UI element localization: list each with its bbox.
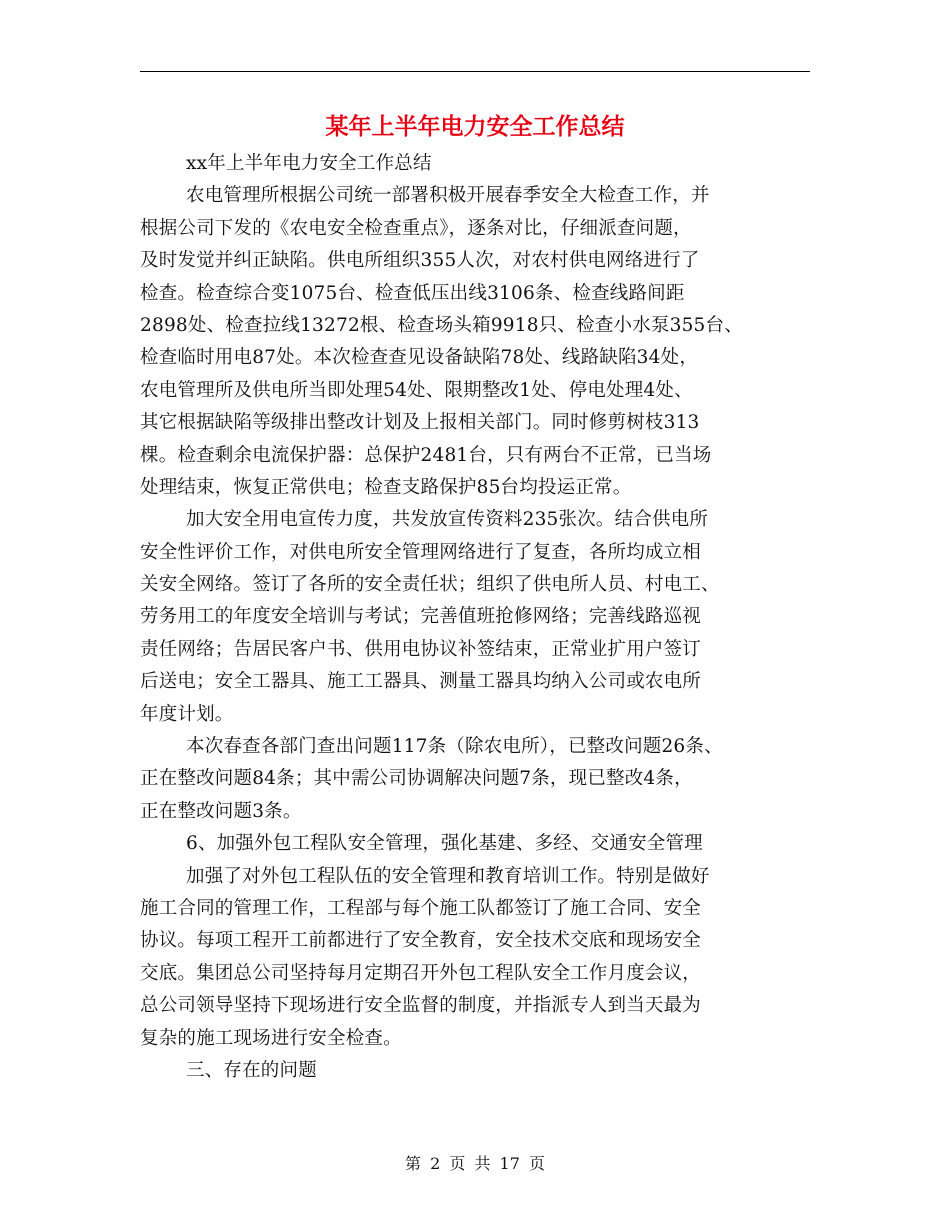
document-title: 某年上半年电力安全工作总结	[325, 114, 625, 140]
body-line: 施工合同的管理工作，工程部与每个施工队都签订了施工合同、安全	[140, 897, 702, 919]
body-line: 关安全网络。签订了各所的安全责任状；组织了供电所人员、村电工、	[140, 574, 720, 596]
body-line: 加强了对外包工程队伍的安全管理和教育培训工作。特别是做好	[186, 865, 710, 887]
body-line: xx年上半年电力安全工作总结	[186, 153, 432, 174]
body-line: 处理结束，恢复正常供电；检查支路保护85台均投运正常。	[140, 476, 632, 498]
body-line: 年度计划。	[140, 703, 234, 725]
body-line: 及时发觉并纠正缺陷。供电所组织355人次，对农村供电网络进行了	[140, 250, 700, 272]
section-heading: 6、加强外包工程队安全管理，强化基建、多经、交通安全管理	[186, 833, 703, 855]
page-number: 第 2 页 共 17 页	[405, 1154, 545, 1173]
body-line: 交底。集团总公司坚持每月定期召开外包工程队安全工作月度会议，	[140, 962, 702, 984]
body-line: 正在整改问题3条。	[140, 800, 302, 822]
body-line: 检查临时用电87处。本次检查查见设备缺陷78处、线路缺陷34处，	[140, 347, 699, 369]
header-rule	[140, 71, 810, 72]
body-line: 安全性评价工作，对供电所安全管理网络进行了复查，各所均成立相	[140, 541, 702, 563]
body-line: 根据公司下发的《农电安全检查重点》，逐条对比，仔细派查问题，	[140, 217, 692, 239]
body-line: 复杂的施工现场进行安全检查。	[140, 1027, 402, 1049]
body-line: 协议。每项工程开工前都进行了安全教育，安全技术交底和现场安全	[140, 930, 702, 952]
body-line: 劳务用工的年度安全培训与考试；完善值班抢修网络；完善线路巡视	[140, 606, 702, 628]
body-line: 其它根据缺陷等级排出整改计划及上报相关部门。同时修剪树枝313	[140, 412, 700, 434]
section-heading: 三、存在的问题	[186, 1059, 317, 1081]
body-line: 后送电；安全工器具、施工工器具、测量工器具均纳入公司或农电所	[140, 671, 702, 693]
body-line: 2898处、检查拉线13272根、检查场头箱9918只、检查小水泵355台、	[140, 314, 743, 336]
body-line: 农电管理所根据公司统一部署积极开展春季安全大检查工作，并	[186, 185, 710, 207]
body-line: 棵。检查剩余电流保护器：总保护2481台，只有两台不正常，已当场	[140, 444, 712, 466]
document-body	[140, 148, 815, 1087]
body-line: 责任网络；告居民客户书、供用电协议补签结束，正常业扩用户签订	[140, 638, 702, 660]
body-line: 本次春查各部门查出问题117条（除农电所），已整改问题26条、	[186, 736, 723, 758]
body-line: 总公司领导坚持下现场进行安全监督的制度，并指派专人到当天最为	[140, 995, 702, 1017]
body-line: 加大安全用电宣传力度，共发放宣传资料235张次。结合供电所	[186, 509, 709, 531]
body-line: 检查。检查综合变1075台、检查低压出线3106条、检查线路间距	[140, 282, 685, 304]
body-line: 正在整改问题84条；其中需公司协调解决问题7条，现已整改4条，	[140, 768, 693, 790]
body-line: 农电管理所及供电所当即处理54处、限期整改1处、停电处理4处、	[140, 379, 693, 401]
